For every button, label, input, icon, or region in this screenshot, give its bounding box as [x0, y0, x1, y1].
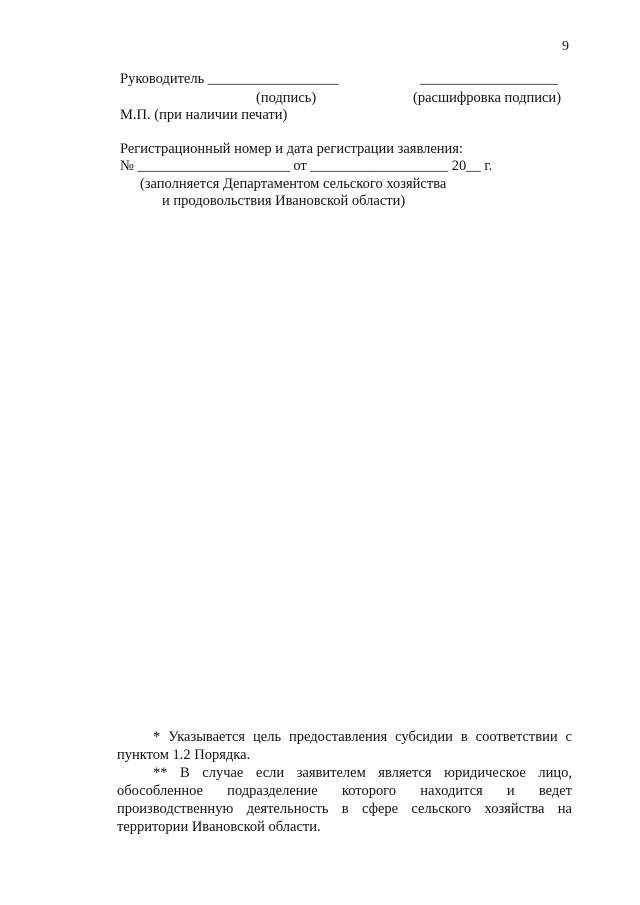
head-signature-line: Руководитель __________________	[120, 71, 339, 87]
registration-title: Регистрационный номер и дата регистрации заявления:	[120, 141, 463, 157]
page-number: 9	[562, 39, 569, 54]
footnote-1: * Указывается цель предоставления субсидии в соответствии с пунктом 1.2 Порядка.	[117, 729, 572, 763]
registration-note-line-1: (заполняется Департаментом сельского хозяйства	[140, 176, 447, 192]
signature-decode-line: ___________________	[420, 71, 558, 87]
footnote-2: ** В случае если заявителем является юридическое лицо, обособленное подразделение которого находится и ведет производственную деятельность в сфере сельского хозяйства на территории Ивановской области.	[117, 765, 572, 835]
registration-number-line: № _____________________ от ___________________ 20__ г.	[120, 158, 493, 174]
signature-decode-caption: (расшифровка подписи)	[413, 90, 562, 106]
stamp-note: М.П. (при наличии печати)	[120, 107, 288, 123]
signature-caption: (подпись)	[256, 90, 317, 106]
footnotes	[117, 728, 572, 836]
registration-note-line-2: и продовольствия Ивановской области)	[162, 193, 406, 209]
